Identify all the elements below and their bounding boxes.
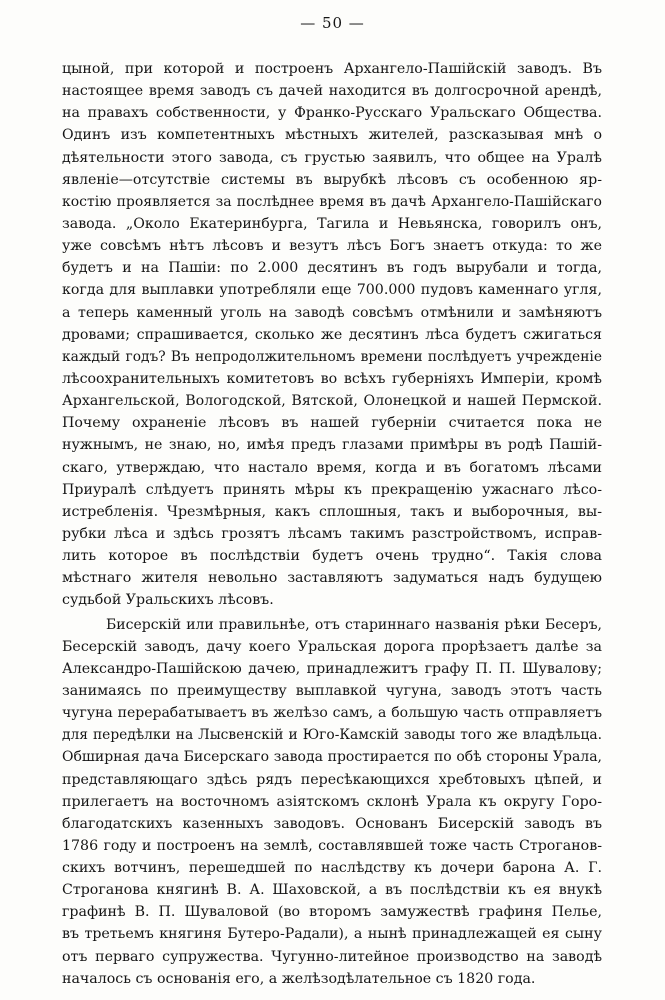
- text-line: Строганова княгинѣ В. А. Шаховской, а въ послѣдствіи къ ея внукѣ: [62, 882, 602, 899]
- text-line: графинѣ В. П. Шуваловой (во второмъ замужествѣ графиня Пелье,: [62, 904, 602, 921]
- text-line: уже совсѣмъ нѣтъ лѣсовъ и везутъ лѣсъ Богъ знаетъ откуда: то же: [62, 238, 602, 255]
- text-line: цыной, при которой и построенъ Архангело-Пашійскій заводъ. Въ: [62, 61, 602, 77]
- text-line: когда для выплавки употребляли еще 700.000 пудовъ каменнаго угля,: [62, 282, 602, 299]
- paragraph-2: [62, 614, 602, 990]
- text-line: занимаясь по преимуществу выплавкой чугуна, заводъ этотъ часть: [62, 682, 602, 699]
- text-line: завода. „Около Екатеринбурга, Тагила и Невьянска, говорилъ онъ,: [62, 215, 602, 232]
- text-line: началось съ основанія его, а желѣзодѣлательное съ 1820 года.: [62, 970, 536, 987]
- text-line: явленіе—отсутствіе системы въ вырубкѣ лѣсовъ съ особенною яр-: [62, 171, 602, 188]
- text-line: скаго, утверждаю, что настало время, когда и въ богатомъ лѣсами: [62, 459, 602, 476]
- text-line: Архангельской, Вологодской, Вятской, Олонецкой и нашей Пермской.: [62, 393, 602, 410]
- text-line: Приуралѣ слѣдуетъ принять мѣры къ прекращенію ужаснаго лѣсо-: [62, 481, 602, 498]
- text-line: Бисерскій или правильнѣе, отъ стариннаго названія рѣки Бесеръ,: [106, 616, 602, 633]
- text-line: 1786 году и построенъ на землѣ, составлявшей тоже часть Строганов-: [62, 837, 602, 854]
- text-line: скихъ вотчинъ, перешедшей по наслѣдству къ дочери барона А. Г.: [62, 860, 602, 877]
- page-number: — 50 —: [300, 14, 365, 32]
- text-line: будетъ и на Пашіи: по 2.000 десятинъ въ годъ вырубали и тогда,: [62, 260, 602, 277]
- text-line: лить которое въ послѣдствіи будетъ очень трудно“. Такія слова: [62, 548, 602, 565]
- text-line: настоящее время заводъ съ дачей находится въ долгосрочной арендѣ,: [62, 83, 602, 100]
- text-line: лѣсоохранительныхъ комитетовъ во всѣхъ губерніяхъ Имперіи, кромѣ: [62, 370, 602, 387]
- text-line: на правахъ собственности, у Франко-Русскаго Уральскаго Общества.: [62, 105, 602, 122]
- text-line: въ третьемъ княгиня Бутеро-Радали), а нынѣ принадлежащей ея сыну: [62, 926, 602, 943]
- text-line: Бесерскій заводъ, дачу коего Уральская дорога прорѣзаетъ далѣе за: [62, 638, 602, 655]
- text-line: дровами; спрашивается, сколько же десятинъ лѣса будетъ сжигаться: [62, 326, 602, 343]
- text-line: для передѣлки на Лысвенскій и Юго-Камскій заводы того же владѣльца.: [62, 727, 602, 744]
- paragraph-1: [62, 58, 602, 612]
- body-text: [62, 58, 602, 990]
- text-line: Обширная дача Бисерскаго завода простирается по обѣ стороны Урала,: [62, 749, 602, 766]
- text-line: каждый годъ? Въ непродолжительномъ времени послѣдуетъ учрежденіе: [62, 348, 602, 365]
- text-line: Одинъ изъ компетентныхъ мѣстныхъ жителей, разсказывая мнѣ о: [62, 127, 602, 144]
- text-line: прилегаетъ на восточномъ азіятскомъ склонѣ Урала къ округу Горо-: [62, 793, 602, 810]
- text-line: дѣятельности этого завода, съ грустью заявилъ, что общее на Уралѣ: [62, 149, 602, 166]
- text-line: благодатскихъ казенныхъ заводовъ. Основанъ Бисерскій заводъ въ: [62, 815, 602, 832]
- text-line: а теперь каменный уголь на заводѣ совсѣмъ отмѣнили и замѣняютъ: [62, 304, 602, 321]
- text-line: представляющаго здѣсь рядъ пересѣкающихся хребтовыхъ цѣпей, и: [62, 771, 602, 788]
- text-line: судьбой Уральскихъ лѣсовъ.: [62, 592, 274, 609]
- text-line: Александро-Пашійскою дачею, принадлежитъ графу П. П. Шувалову;: [62, 660, 602, 677]
- text-line: костію проявляется за послѣднее время въ дачѣ Архангело-Пашійскаго: [62, 193, 602, 210]
- text-line: отъ перваго супружества. Чугунно-литейное производство на заводѣ: [62, 948, 602, 965]
- text-line: мѣстнаго жителя невольно заставляютъ задуматься надъ будущею: [62, 570, 602, 587]
- text-line: рубки лѣса и здѣсь грозятъ лѣсамъ такимъ разстройствомъ, исправ-: [62, 525, 602, 542]
- text-line: Почему охраненіе лѣсовъ въ нашей губерніи считается пока не: [62, 415, 602, 432]
- text-line: истребленія. Чрезмѣрныя, какъ сплошныя, такъ и выборочныя, вы-: [62, 503, 602, 520]
- text-line: нужнымъ, не знаю, но, имѣя предъ глазами примѣры въ родѣ Пашій-: [62, 437, 602, 454]
- text-line: чугуна перерабатываетъ въ желѣзо самъ, а большую часть отправляетъ: [62, 705, 602, 722]
